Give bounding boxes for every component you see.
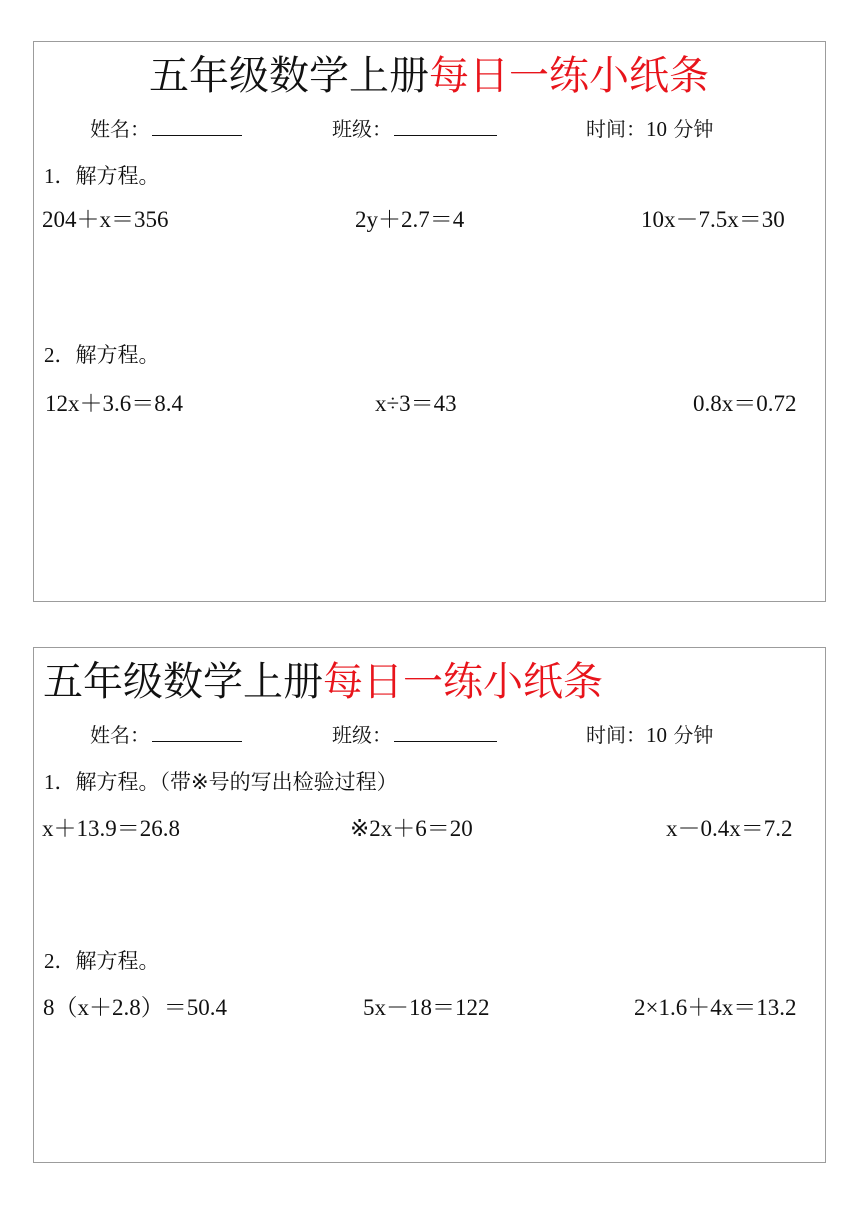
question-heading	[44, 341, 160, 369]
question-label: ．解方程。	[54, 343, 160, 367]
class-blank[interactable]	[394, 117, 497, 136]
time-field	[586, 721, 713, 749]
worksheet-card-1	[33, 41, 826, 602]
question-label: ．解方程。	[54, 164, 160, 188]
time-field	[586, 115, 713, 143]
time-value: 10	[646, 117, 667, 141]
equation: 8（x＋2.8）＝50.4	[43, 995, 227, 1020]
question-number: 1	[44, 770, 55, 794]
name-blank[interactable]	[152, 117, 242, 136]
class-blank[interactable]	[394, 723, 497, 742]
equation: 12x＋3.6＝8.4	[45, 391, 183, 416]
title-highlight: 每日一练小纸条	[323, 659, 603, 705]
name-field[interactable]	[90, 721, 242, 749]
title-main: 五年级数学上册	[43, 659, 323, 705]
equation: x＋13.9＝26.8	[42, 816, 180, 841]
class-label: 班级：	[332, 117, 392, 141]
name-label: 姓名：	[90, 723, 150, 747]
equation: 2y＋2.7＝4	[355, 207, 465, 232]
question-heading	[44, 162, 160, 190]
time-unit: 分钟	[667, 117, 714, 141]
equation: 0.8x＝0.72	[693, 391, 797, 416]
equation: ※2x＋6＝20	[350, 816, 473, 841]
worksheet-card-2	[33, 647, 826, 1163]
time-unit: 分钟	[667, 723, 714, 747]
class-field[interactable]	[332, 721, 497, 749]
time-value: 10	[646, 723, 667, 747]
equation: 204＋x＝356	[42, 207, 169, 232]
time-label: 时间：	[586, 117, 646, 141]
class-label: 班级：	[332, 723, 392, 747]
class-field[interactable]	[332, 115, 497, 143]
question-number: 2	[44, 343, 55, 367]
equation: 2×1.6＋4x＝13.2	[634, 995, 797, 1020]
question-label: ．解方程。（带※号的写出检验过程）	[54, 770, 398, 794]
time-label: 时间：	[586, 723, 646, 747]
question-number: 1	[44, 164, 55, 188]
title-highlight: 每日一练小纸条	[429, 53, 709, 99]
worksheet-title	[43, 656, 603, 708]
question-heading	[44, 768, 398, 796]
question-number: 2	[44, 949, 55, 973]
equation: 5x－18＝122	[363, 995, 490, 1020]
question-heading	[44, 947, 160, 975]
name-label: 姓名：	[90, 117, 150, 141]
question-label: ．解方程。	[54, 949, 160, 973]
equation: 10x－7.5x＝30	[641, 207, 785, 232]
worksheet-title	[149, 50, 709, 102]
name-blank[interactable]	[152, 723, 242, 742]
name-field[interactable]	[90, 115, 242, 143]
equation: x－0.4x＝7.2	[666, 816, 793, 841]
equation: x÷3＝43	[375, 391, 457, 416]
title-main: 五年级数学上册	[149, 53, 429, 99]
